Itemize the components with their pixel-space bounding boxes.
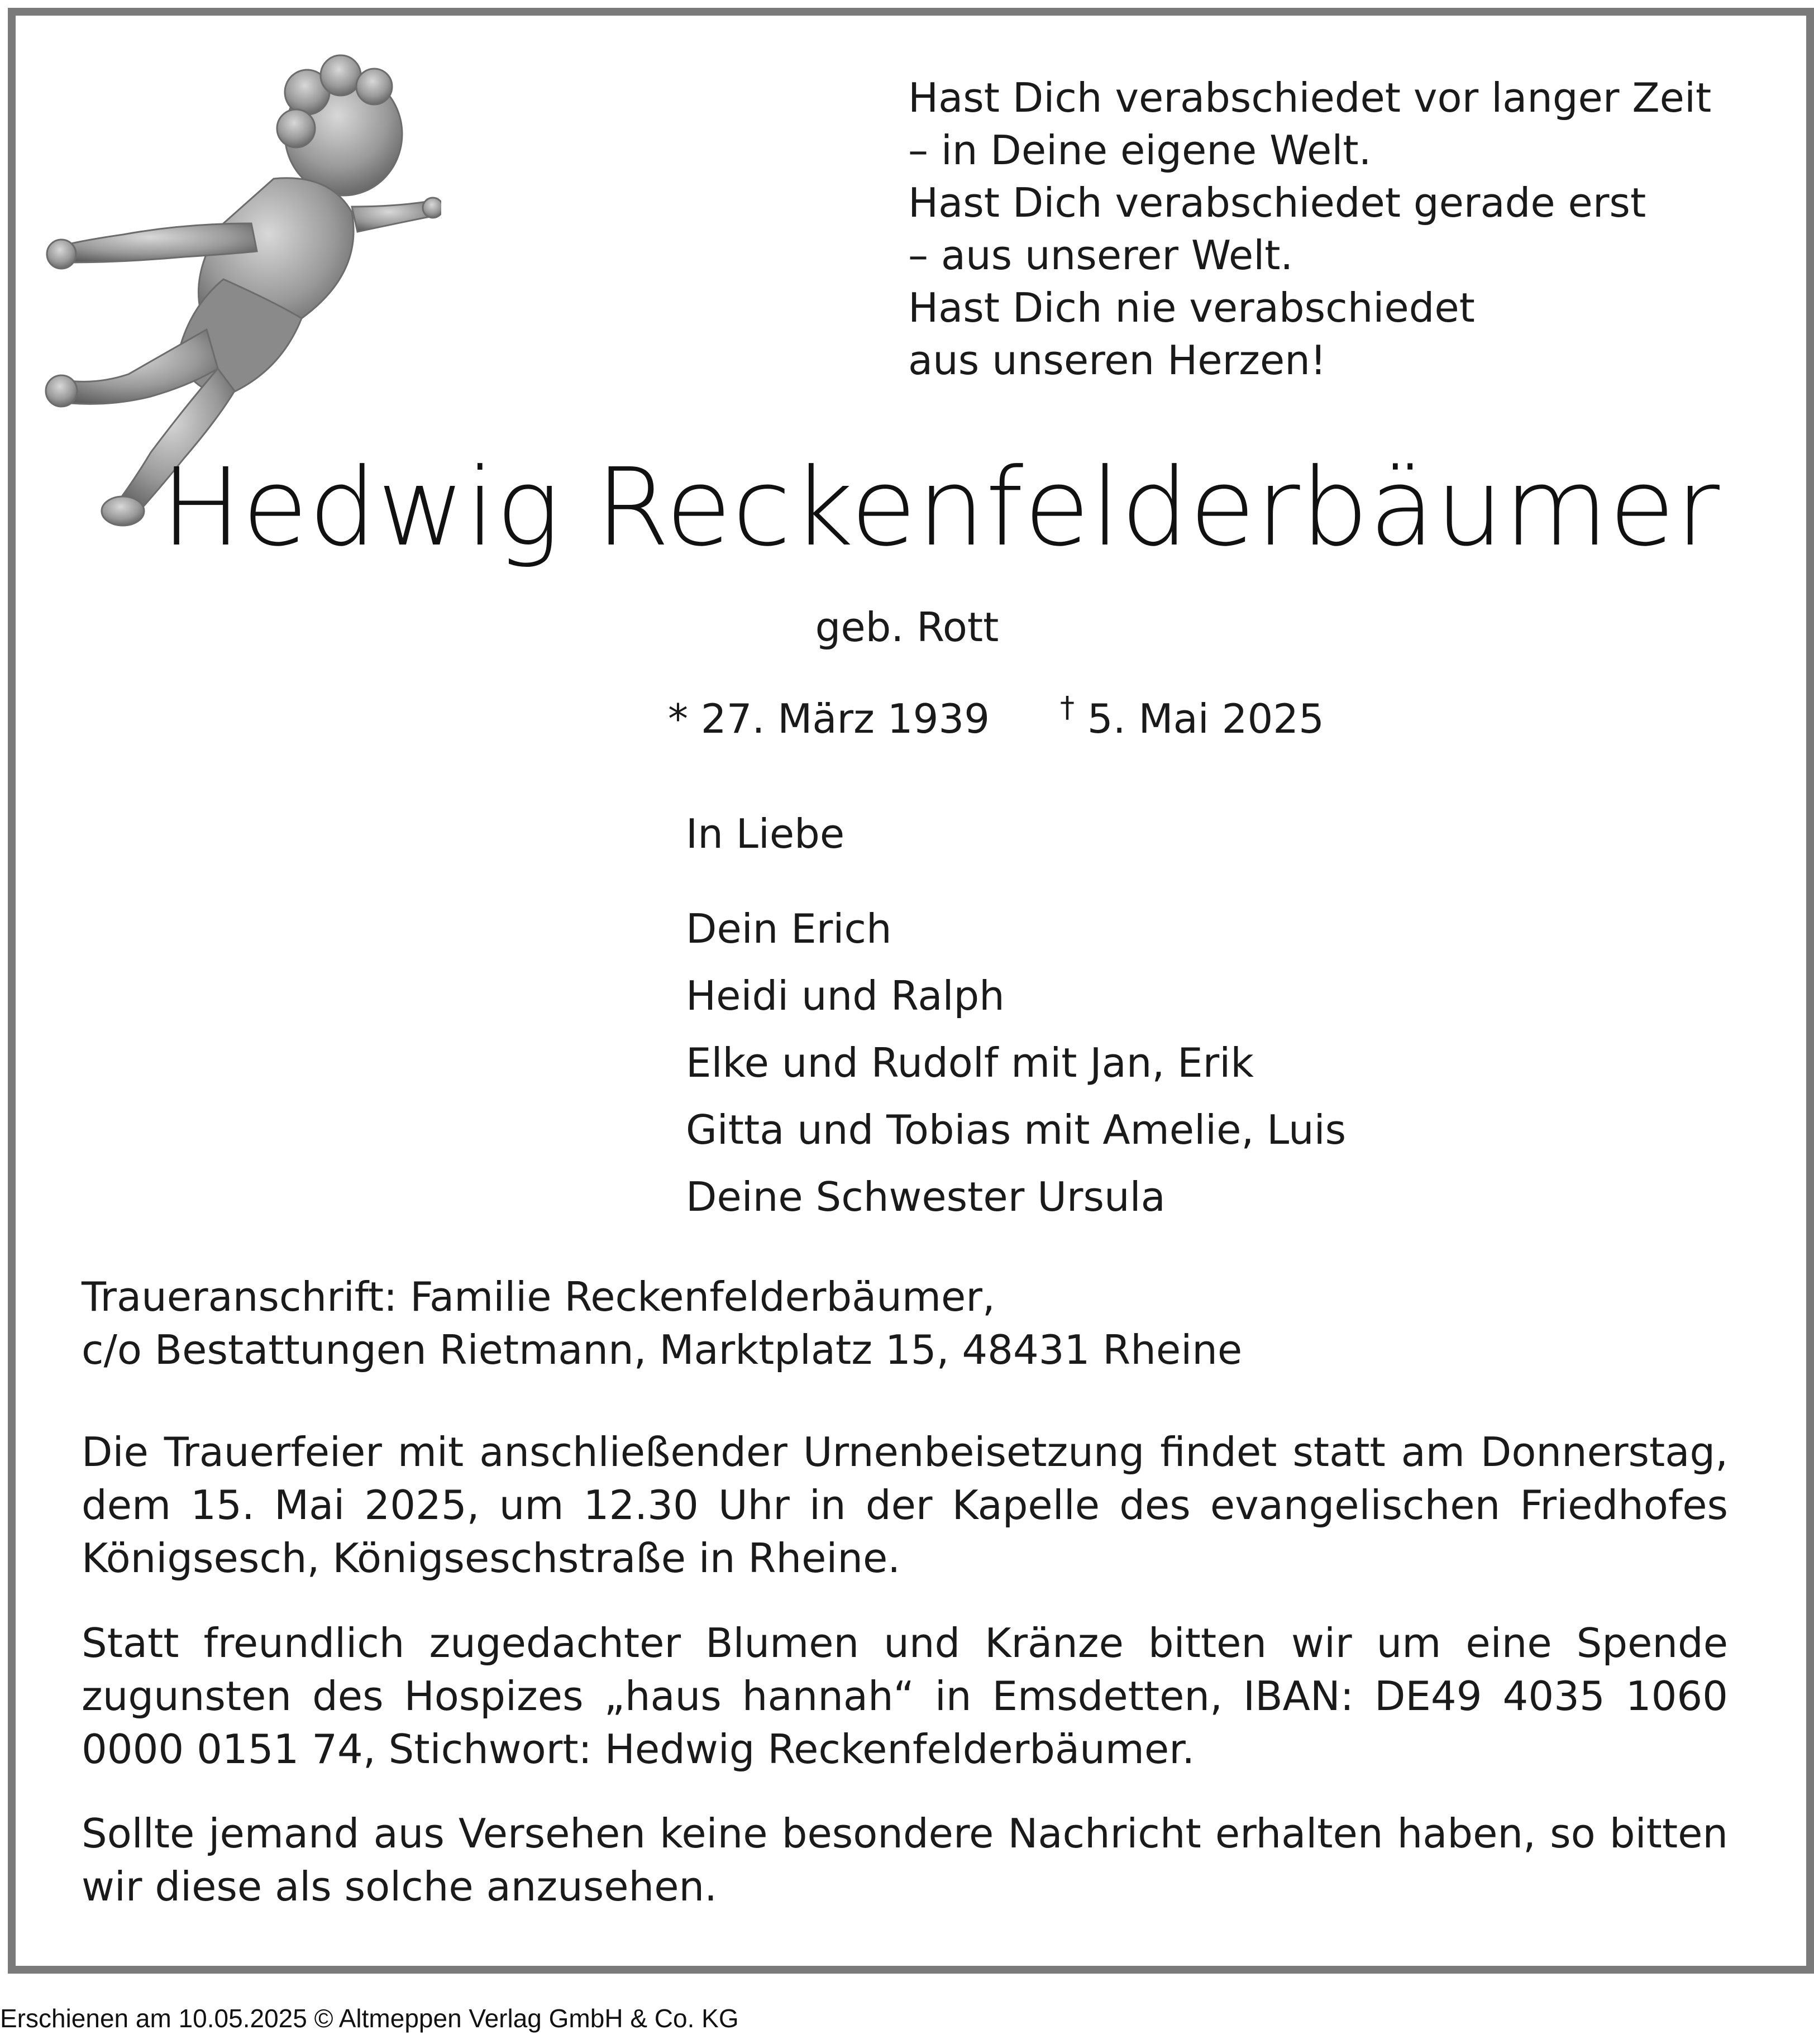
mourning-address <box>82 1271 1728 1377</box>
maiden-name: geb. Rott <box>815 604 999 651</box>
poem-line: Hast Dich verabschiedet gerade erst <box>908 179 1646 226</box>
mourner-entry: Heidi und Ralph <box>686 972 1005 1019</box>
poem-line: – aus unserer Welt. <box>908 232 1293 279</box>
poem-line: aus unseren Herzen! <box>908 337 1326 384</box>
poem-line: Hast Dich nie verabschiedet <box>908 284 1475 331</box>
ceremony-paragraph: Die Trauerfeier mit anschließender Urnenbeisetzung findet statt am Donnerstag, dem 15. Mai 2025, um 12.30 Uhr in der Kapelle des evangelischen Friedhofes Königsesch, Königseschstraße in Rheine. <box>82 1429 1728 1582</box>
address-line: c/o Bestattungen Rietmann, Marktplatz 15, 48431 Rheine <box>82 1326 1243 1373</box>
mourner-entry: Deine Schwester Ursula <box>686 1173 1166 1220</box>
poem-line: Hast Dich verabschiedet vor langer Zeit <box>908 74 1712 121</box>
birth-date: * 27. März 1939 <box>668 695 990 742</box>
mourners-intro: In Liebe <box>686 810 845 857</box>
deceased-name: Hedwig Reckenfelderbäumer <box>161 446 1720 570</box>
poem-line: – in Deine eigene Welt. <box>908 127 1372 174</box>
donation-paragraph: Statt freundlich zugedachter Blumen und Kränze bitten wir um eine Spende zugunsten des Hospizes „haus hannah“ in Emsdetten, IBAN: DE49 4035 1060 0000 0151 74, Stichwort: Hedwig Reckenfelderbäumer. <box>82 1620 1728 1773</box>
notice-paragraph: Sollte jemand aus Versehen keine besondere Nachricht erhalten haben, so bitten wir diese als solche anzusehen. <box>82 1810 1728 1910</box>
death-date: 5. Mai 2025 <box>1075 695 1324 742</box>
mourner-entry: Gitta und Tobias mit Amelie, Luis <box>686 1106 1347 1153</box>
mourner-entry: Elke und Rudolf mit Jan, Erik <box>686 1039 1254 1086</box>
life-dates <box>668 682 1324 744</box>
address-line: Traueranschrift: Familie Reckenfelderbäumer, <box>82 1273 995 1320</box>
cross-symbol: † <box>1060 691 1075 724</box>
poem <box>908 71 1746 386</box>
publication-footer: Erschienen am 10.05.2025 © Altmeppen Verlag GmbH & Co. KG <box>0 2004 739 2033</box>
mourner-entry: Dein Erich <box>686 905 892 952</box>
mourners-list <box>686 800 1346 1230</box>
